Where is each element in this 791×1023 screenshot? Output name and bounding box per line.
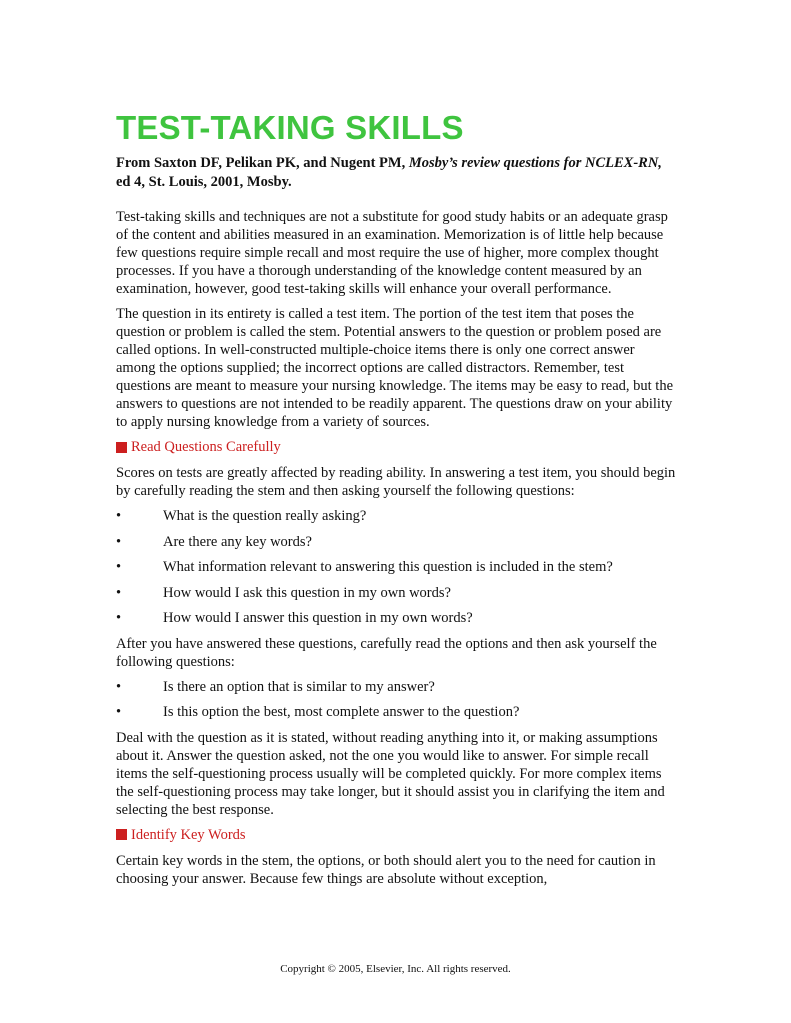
list-item-text: How would I answer this question in my own words? [163, 610, 473, 626]
document-page [116, 106, 676, 895]
section-heading-text: Identify Key Words [131, 826, 246, 843]
bullet-icon: • [116, 610, 122, 626]
list-item-text: What is the question really asking? [163, 508, 367, 524]
list-item [116, 507, 676, 525]
bullet-icon: • [116, 559, 122, 575]
section-heading-identify-key-words [116, 826, 676, 844]
list-item [116, 533, 676, 551]
citation-suffix: ed 4, St. Louis, 2001, Mosby. [116, 174, 292, 190]
bullet-icon: • [116, 508, 122, 524]
list-item-text: How would I ask this question in my own words? [163, 584, 451, 601]
section-heading-read-questions [116, 438, 676, 456]
section1-paragraph-1: Scores on tests are greatly affected by reading ability. In answering a test item, you should begin by carefully reading the stem and then asking yourself the following questions: [116, 465, 676, 499]
section-heading-text: Read Questions Carefully [131, 439, 281, 455]
red-square-icon [116, 829, 127, 840]
list-item [116, 584, 676, 602]
intro-paragraph-1: Test-taking skills and techniques are not a substitute for good study habits or an adequate grasp of the content and abilities measured in an examination. Memorization is of little help because few questions require simple recall and most require the use of higher, more complex thought processes. If you have a thorough understanding of the knowledge content measured by an examination, however, good test-taking skills will enhance your overall performance. [116, 209, 668, 297]
list-item [116, 558, 676, 576]
document-title: TEST-TAKING SKILLS [116, 109, 464, 146]
section1-paragraph-3: Deal with the question as it is stated, without reading anything into it, or making assumptions about it. Answer the question asked, not the one you would like to answer. For simple recall items the self-questioning process usually will be completed quickly. For more complex items the self-questioning process may take longer, but it should assist you in clarifying the item and selecting the best response. [116, 729, 665, 818]
list-item [116, 703, 676, 721]
section1-paragraph-2: After you have answered these questions, carefully read the options and then ask yourself the following questions: [116, 635, 657, 670]
citation-prefix: From Saxton DF, Pelikan PK, and Nugent PM, [116, 155, 409, 171]
copyright-footer: Copyright © 2005, Elsevier, Inc. All rights reserved. [280, 963, 511, 975]
list-item-text: Is this option the best, most complete answer to the question? [163, 704, 520, 720]
citation [116, 154, 676, 192]
intro-paragraph-2: The question in its entirety is called a test item. The portion of the test item that poses the question or problem is called the stem. Potential answers to the question or problem posed are called options. In well-constructed multiple-choice items there is only one correct answer among the options supplied; the incorrect options are called distractors. Remember, test questions are meant to measure your nursing knowledge. The items may be easy to read, but the answers to questions are not intended to be readily apparent. The questions draw on your ability to apply nursing knowledge from a variety of sources. [116, 306, 674, 430]
bullet-icon: • [116, 678, 122, 695]
list-item [116, 678, 676, 696]
list-item-text: Is there an option that is similar to my answer? [163, 678, 435, 695]
bullet-icon: • [116, 704, 122, 720]
list-item [116, 609, 676, 627]
section2-paragraph-1: Certain key words in the stem, the options, or both should alert you to the need for caution in choosing your answer. Because few things are absolute without exception, [116, 852, 656, 887]
question-list-1 [116, 507, 676, 627]
list-item-text: Are there any key words? [163, 533, 312, 550]
bullet-icon: • [116, 533, 122, 550]
bullet-icon: • [116, 584, 122, 601]
list-item-text: What information relevant to answering this question is included in the stem? [163, 559, 613, 575]
red-square-icon [116, 442, 127, 453]
question-list-2 [116, 678, 676, 722]
citation-book-title: Mosby’s review questions for NCLEX-RN, [408, 155, 662, 171]
